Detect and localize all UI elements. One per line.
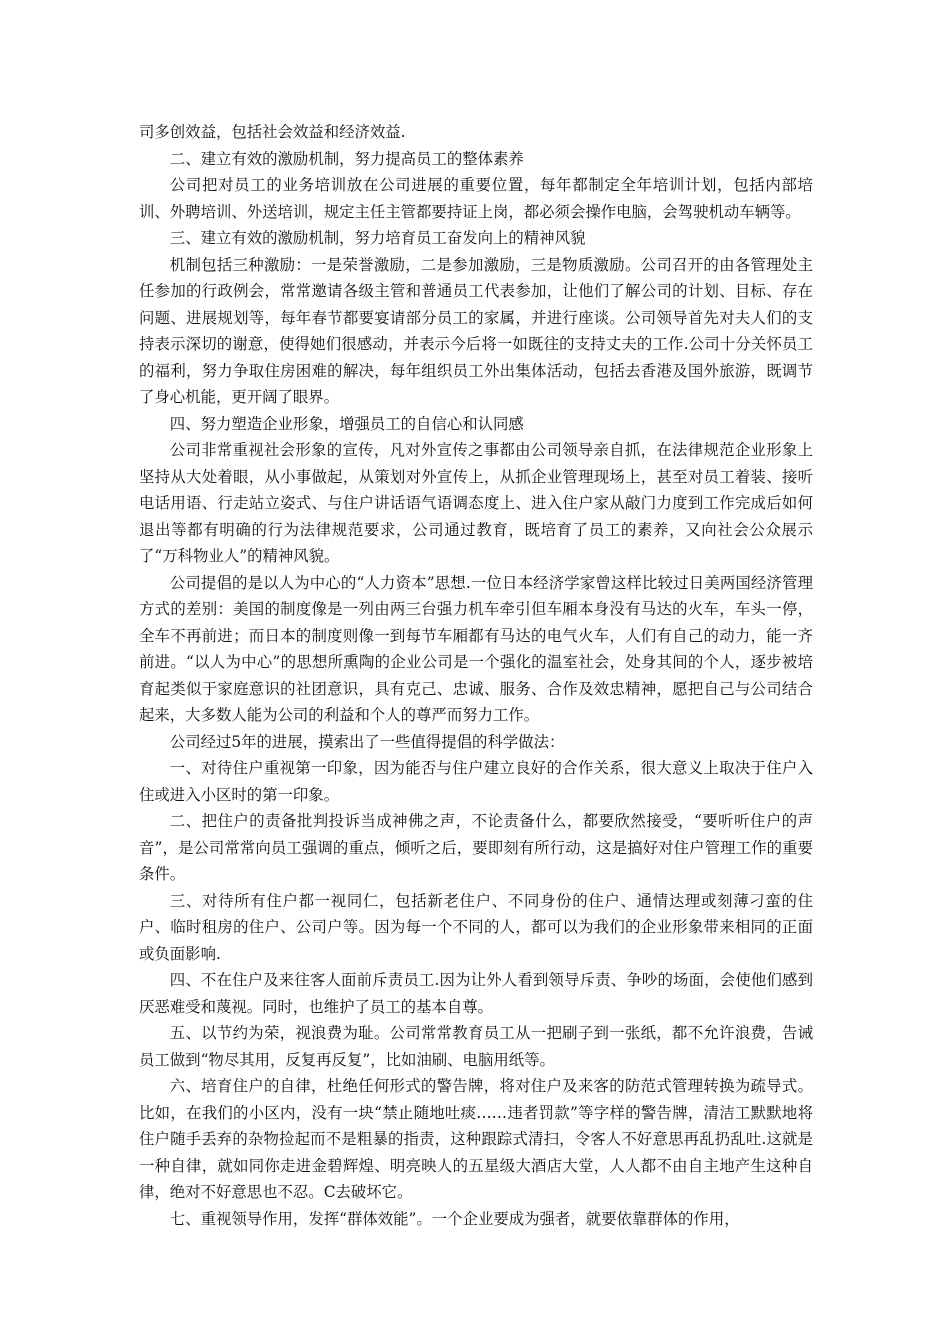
section-heading-3: 三、建立有效的激励机制，努力培育员工奋发向上的精神风貌: [169, 229, 586, 247]
paragraph-practice-1: 一、对待住户重视第一印象，因为能否与住户建立良好的合作关系，很大意义上取决于住户入住或进入小区时的第一印象。: [139, 759, 813, 804]
paragraph-incentives: 机制包括三种激励：一是荣誉激励，二是参加激励，三是物质激励。公司召开的由各管理处主任参加的行政例会，常常邀请各级主管和普通员工代表参加，让他们了解公司的计划、目标、存在问题、进展规划等，每年春节都要宴请部分员工的家属，并进行座谈。公司领导首先对夫人们的支持表示深切的谢意，使得她们很感动，并表示今后将一如既往的支持丈夫的工作.公司十分关怀员工的福利，努力争取住房困难的解决，每年组织员工外出集体活动，包括去香港及国外旅游，既调节了身心机能，更开阔了眼界。: [139, 255, 813, 406]
document-page: [139, 119, 813, 1232]
paragraph-practice-3: 三、对待所有住户都一视同仁，包括新老住户、不同身份的住户、通情达理或刻薄刁蛮的住户、临时租房的住户、公司户等。因为每一个不同的人，都可以为我们的企业形象带来相同的正面或负面影响.: [139, 891, 813, 963]
section-heading-2: 二、建立有效的激励机制，努力提高员工的整体素养: [169, 149, 524, 168]
paragraph-practice-4: 四、不在住户及来往客人面前斥责员工.因为让外人看到领导斥责、争吵的场面，会使他们感到厌恶难受和蔑视。同时，也维护了员工的基本自尊。: [139, 971, 813, 1016]
paragraph-human-capital: 公司提倡的是以人为中心的“人力资本”思想.一位日本经济学家曾这样比较过日美两国经济管理方式的差别：美国的制度像是一列由两三台强力机车牵引但车厢本身没有马达的火车，车头一停，全车不再前进；而日本的制度则像一到每节车厢都有马达的电气火车，人们有自己的动力，能一齐前进。“以人为中心”的思想所熏陶的企业公司是一个强化的温室社会，处身其间的个人，逐步被培育起类似于家庭意识的社团意识，具有克己、忠诚、服务、合作及效忠精神，愿把自己与公司结合起来，大多数人能为公司的利益和个人的尊严而努力工作。: [139, 573, 813, 724]
paragraph-practice-2: 二、把住户的责备批判投诉当成神佛之声，不论责备什么，都要欣然接受，“要听听住户的声音”，是公司常常向员工强调的重点，倾听之后，要即刻有所行动，这是搞好对住户管理工作的重要条件。: [139, 812, 813, 883]
paragraph-continuation: 司多创效益，包括社会效益和经济效益.: [139, 123, 406, 141]
paragraph-practice-6: 六、培育住户的自律，杜绝任何形式的警告牌，将对住户及来客的防范式管理转换为疏导式。比如，在我们的小区内，没有一块“禁止随地吐痰……违者罚款”等字样的警告牌，清洁工默默地将住户随手丢弃的杂物捡起而不是粗暴的指责，这种跟踪式清扫，令客人不好意思再乱扔乱吐.这就是一种自律，就如同你走进金碧辉煌、明亮映人的五星级大酒店大堂，人人都不由自主地产生这种自律，绝对不好意思也不忍。C去破坏它。: [139, 1077, 813, 1201]
paragraph-image: 公司非常重视社会形象的宣传，凡对外宣传之事都由公司领导亲自抓，在法律规范企业形象上坚持从大处着眼，从小事做起，从策划对外宣传上，从抓企业管理现场上，甚至对员工着装、接听电话用语、行走站立姿式、与住户讲话语气语调态度上、进入住户家从敲门力度到工作完成后如何退出等都有明确的行为法律规范要求，公司通过教育，既培育了员工的素养，又向社会公众展示了“万科物业人”的精神风貌。: [139, 441, 813, 565]
section-heading-4: 四、努力塑造企业形象，增强员工的自信心和认同感: [169, 414, 524, 433]
paragraph-training: 公司把对员工的业务培训放在公司进展的重要位置，每年都制定全年培训计划，包括内部培训、外聘培训、外送培训，规定主任主管都要持证上岗，都必须会操作电脑，会驾驶机动车辆等。: [139, 176, 813, 221]
paragraph-practices-intro: 公司经过5年的进展，摸索出了一些值得提倡的科学做法：: [169, 732, 565, 751]
paragraph-practice-7: 七、重视领导作用，发挥“群体效能”。一个企业要成为强者，就要依靠群体的作用，: [169, 1209, 740, 1228]
paragraph-practice-5: 五、以节约为荣，视浪费为耻。公司常常教育员工从一把刷子到一张纸，都不允许浪费，告诫员工做到“物尽其用，反复再反复”，比如油刷、电脑用纸等。: [139, 1024, 813, 1069]
